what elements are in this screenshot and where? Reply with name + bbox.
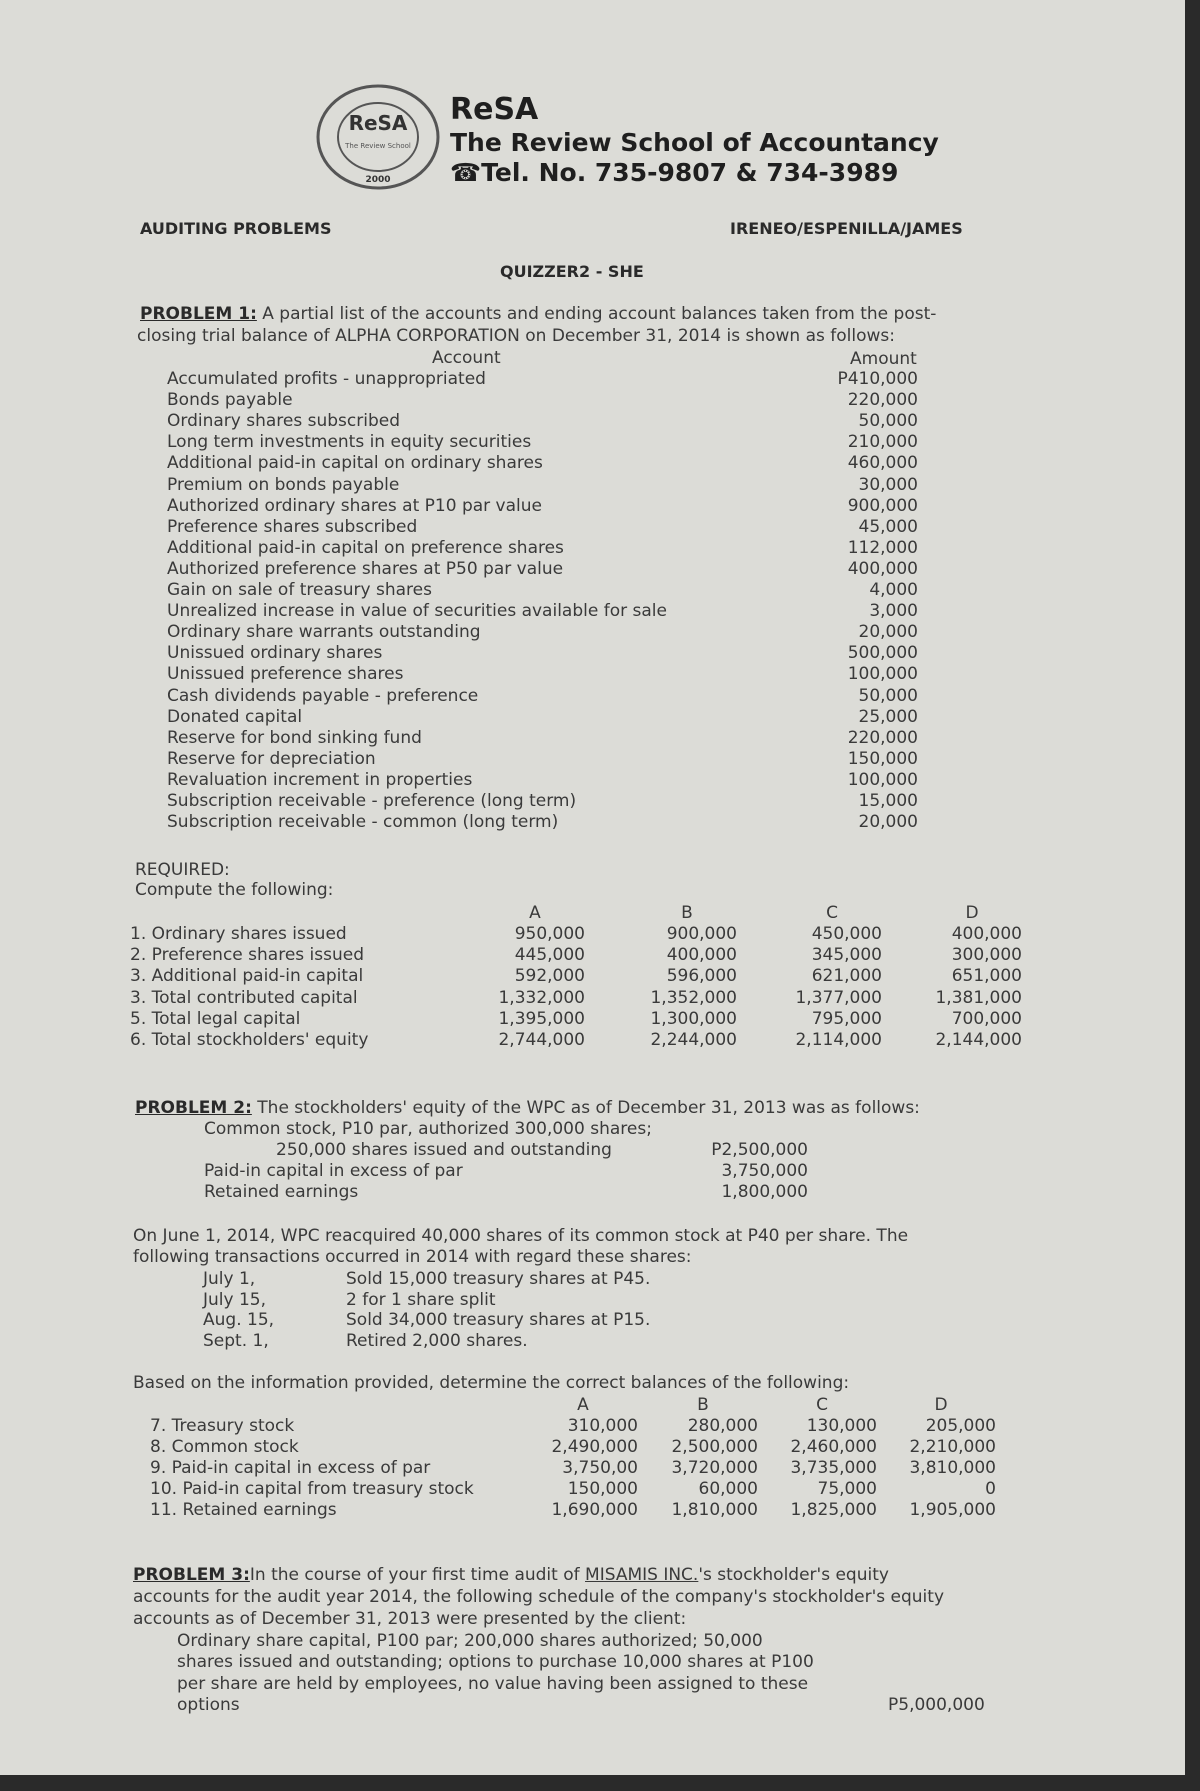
choice-value: 310,000 xyxy=(567,1416,638,1436)
choice-value: 1,825,000 xyxy=(790,1500,877,1520)
account-amount: 900,000 xyxy=(847,495,918,516)
question-label: 10. Paid-in capital from treasury stock xyxy=(150,1479,474,1499)
choice-value: 3,735,000 xyxy=(790,1458,877,1478)
choice-value: 400,000 xyxy=(666,945,737,966)
account-amount: 50,000 xyxy=(858,685,918,706)
col-account-header: Account xyxy=(432,348,501,368)
choice-value: 950,000 xyxy=(514,924,585,944)
choice-value: 205,000 xyxy=(925,1416,996,1436)
account-amount: 100,000 xyxy=(847,769,918,790)
account-name: Additional paid-in capital on preference shares xyxy=(167,537,564,558)
choice-header: C xyxy=(816,1395,828,1415)
problem1-intro: PROBLEM 1: A partial list of the accounts and ending account balances taken from the post- xyxy=(140,304,937,324)
account-amount: 210,000 xyxy=(847,432,918,453)
problem3-intro: PROBLEM 3:In the course of your first time audit of MISAMIS INC.'s stockholder's equity xyxy=(133,1565,889,1585)
account-amount: 400,000 xyxy=(847,558,918,579)
account-amount: 25,000 xyxy=(858,706,918,727)
choice-value: 2,490,000 xyxy=(551,1437,638,1457)
account-amount: 15,000 xyxy=(858,791,918,811)
account-name: Additional paid-in capital on ordinary shares xyxy=(167,453,543,474)
account-name: Unrealized increase in value of securities available for sale xyxy=(167,601,667,622)
account-name: Bonds payable xyxy=(167,390,293,411)
equity-line: Common stock, P10 par, authorized 300,000 shares; xyxy=(204,1119,652,1139)
schedule-line: options xyxy=(177,1694,240,1715)
account-name: Long term investments in equity securities xyxy=(167,432,532,453)
question-label: 6. Total stockholders' equity xyxy=(130,1030,369,1050)
account-name: Authorized ordinary shares at P10 par value xyxy=(167,495,542,516)
account-amount: 220,000 xyxy=(847,727,918,748)
account-amount: P410,000 xyxy=(837,369,918,389)
transaction-desc: 2 for 1 share split xyxy=(346,1289,496,1310)
account-amount: 20,000 xyxy=(858,812,918,833)
problem2-para-1: On June 1, 2014, WPC reacquired 40,000 shares of its common stock at P40 per share. The xyxy=(133,1226,909,1246)
choice-value: 75,000 xyxy=(817,1479,877,1499)
choice-header: C xyxy=(826,903,838,923)
choice-value: 1,352,000 xyxy=(650,987,737,1008)
problem1-label: PROBLEM 1: xyxy=(140,304,257,324)
problem3-label: PROBLEM 3: xyxy=(133,1565,250,1585)
phone-icon: ☎ xyxy=(450,158,482,187)
account-amount: 4,000 xyxy=(869,580,918,600)
account-amount: 220,000 xyxy=(847,390,918,411)
account-name: Ordinary shares subscribed xyxy=(167,411,400,432)
account-amount: 30,000 xyxy=(858,474,918,495)
question-label: 2. Preference shares issued xyxy=(130,945,364,966)
choice-value: 0 xyxy=(985,1479,996,1499)
transaction-desc: Sold 34,000 treasury shares at P15. xyxy=(346,1310,651,1330)
transaction-desc: Retired 2,000 shares. xyxy=(346,1330,528,1351)
account-name: Unissued ordinary shares xyxy=(167,643,383,664)
question-label: 5. Total legal capital xyxy=(130,1008,301,1029)
problem2-intro: PROBLEM 2: The stockholders' equity of the WPC as of December 31, 2013 was as follows: xyxy=(135,1098,920,1118)
subject-title: AUDITING PROBLEMS xyxy=(140,219,332,238)
compute-label: Compute the following: xyxy=(135,880,334,900)
choice-value: 150,000 xyxy=(567,1479,638,1499)
account-name: Unissued preference shares xyxy=(167,664,404,685)
account-name: Cash dividends payable - preference xyxy=(167,685,479,706)
account-name: Revaluation increment in properties xyxy=(167,769,473,790)
transaction-date: July 15, xyxy=(203,1289,267,1310)
brand-name: ReSA xyxy=(450,92,539,127)
problem1-intro-2: closing trial balance of ALPHA CORPORATION on December 31, 2014 is shown as follows: xyxy=(137,326,896,346)
choice-value: 1,905,000 xyxy=(909,1500,996,1520)
svg-text:2000: 2000 xyxy=(365,175,391,185)
choice-value: 1,300,000 xyxy=(650,1008,737,1029)
choice-value: 2,244,000 xyxy=(650,1030,737,1050)
phone-line: ☎Tel. No. 735-9807 & 734-3989 xyxy=(450,158,899,187)
account-amount: 112,000 xyxy=(847,537,918,558)
choice-value: 1,690,000 xyxy=(551,1500,638,1520)
choice-value: 130,000 xyxy=(806,1416,877,1436)
choice-value: 1,810,000 xyxy=(671,1500,758,1520)
transaction-desc: Sold 15,000 treasury shares at P45. xyxy=(346,1269,651,1289)
account-name: Donated capital xyxy=(167,706,303,727)
schedule-line: Ordinary share capital, P100 par; 200,000 shares authorized; 50,000 xyxy=(177,1631,763,1651)
choice-value: 280,000 xyxy=(687,1416,758,1436)
equity-amount: P2,500,000 xyxy=(711,1140,808,1160)
account-amount: 150,000 xyxy=(847,748,918,769)
equity-line: 250,000 shares issued and outstanding xyxy=(276,1140,612,1160)
choice-value: 900,000 xyxy=(666,924,737,944)
choice-header: B xyxy=(681,903,693,923)
choice-value: 596,000 xyxy=(666,966,737,987)
choice-header: D xyxy=(934,1395,948,1415)
choice-value: 1,332,000 xyxy=(498,987,585,1008)
quiz-title: QUIZZER2 - SHE xyxy=(500,262,644,281)
account-amount: 100,000 xyxy=(847,664,918,685)
choice-value: 621,000 xyxy=(811,966,882,987)
transaction-date: July 1, xyxy=(203,1269,256,1289)
account-amount: 500,000 xyxy=(847,643,918,664)
choice-value: 1,381,000 xyxy=(935,987,1022,1008)
choice-value: 2,114,000 xyxy=(795,1030,882,1050)
equity-amount: 1,800,000 xyxy=(721,1182,808,1202)
schedule-line: per share are held by employees, no value having been assigned to these xyxy=(177,1673,809,1694)
choice-value: 700,000 xyxy=(951,1008,1022,1029)
choice-header: B xyxy=(697,1395,709,1415)
col-amount-header: Amount xyxy=(850,349,917,369)
account-amount: 20,000 xyxy=(858,622,918,643)
account-amount: 460,000 xyxy=(847,453,918,474)
choice-value: 445,000 xyxy=(514,945,585,966)
choice-value: 2,500,000 xyxy=(671,1437,758,1457)
required-label: REQUIRED: xyxy=(135,860,230,880)
question-label: 8. Common stock xyxy=(150,1437,299,1457)
question-label: 3. Additional paid-in capital xyxy=(130,966,364,987)
account-name: Subscription receivable - common (long term) xyxy=(167,812,559,833)
problem2-label: PROBLEM 2: xyxy=(135,1098,252,1118)
resa-logo xyxy=(313,82,443,192)
choice-value: 3,810,000 xyxy=(909,1458,996,1478)
choice-value: 592,000 xyxy=(514,966,585,987)
choice-value: 2,744,000 xyxy=(498,1030,585,1050)
logo-text: ReSA xyxy=(348,111,408,135)
choice-value: 345,000 xyxy=(811,945,882,966)
account-name: Gain on sale of treasury shares xyxy=(167,580,432,600)
svg-text:The Review School: The Review School xyxy=(345,142,411,150)
choice-value: 2,210,000 xyxy=(909,1437,996,1457)
choice-value: 651,000 xyxy=(951,966,1022,987)
account-amount: 45,000 xyxy=(858,516,918,537)
choice-value: 450,000 xyxy=(811,924,882,944)
schedule-line: shares issued and outstanding; options to purchase 10,000 shares at P100 xyxy=(177,1652,814,1673)
choice-value: 795,000 xyxy=(811,1008,882,1029)
choice-value: 400,000 xyxy=(951,924,1022,944)
school-name: The Review School of Accountancy xyxy=(450,128,939,157)
problem2-para-2: following transactions occurred in 2014 with regard these shares: xyxy=(133,1247,692,1267)
choice-value: 2,144,000 xyxy=(935,1030,1022,1050)
choice-value: 1,377,000 xyxy=(795,987,882,1008)
choice-value: 60,000 xyxy=(698,1479,758,1499)
transaction-date: Sept. 1, xyxy=(203,1330,269,1351)
account-name: Preference shares subscribed xyxy=(167,516,418,537)
equity-line: Retained earnings xyxy=(204,1182,359,1202)
account-name: Subscription receivable - preference (long term) xyxy=(167,791,577,811)
choice-header: A xyxy=(577,1395,589,1415)
problem3-amount: P5,000,000 xyxy=(888,1695,985,1715)
account-name: Reserve for depreciation xyxy=(167,748,376,769)
equity-line: Paid-in capital in excess of par xyxy=(204,1161,463,1181)
question-label: 9. Paid-in capital in excess of par xyxy=(150,1458,431,1478)
account-name: Ordinary share warrants outstanding xyxy=(167,622,481,643)
choice-header: A xyxy=(529,903,541,923)
transaction-date: Aug. 15, xyxy=(203,1310,275,1330)
account-amount: 50,000 xyxy=(858,411,918,432)
problem2-based: Based on the information provided, determine the correct balances of the following: xyxy=(133,1373,850,1393)
account-name: Accumulated profits - unappropriated xyxy=(167,369,486,389)
account-amount: 3,000 xyxy=(869,601,918,622)
authors: IRENEO/ESPENILLA/JAMES xyxy=(730,219,963,238)
choice-value: 1,395,000 xyxy=(498,1008,585,1029)
choice-value: 2,460,000 xyxy=(790,1437,877,1457)
problem3-line3: accounts as of December 31, 2013 were presented by the client: xyxy=(133,1609,687,1629)
choice-value: 3,750,00 xyxy=(562,1458,638,1478)
choice-header: D xyxy=(965,903,979,923)
equity-amount: 3,750,000 xyxy=(721,1161,808,1181)
problem3-line2: accounts for the audit year 2014, the following schedule of the company's stockholder's equity xyxy=(133,1587,945,1607)
account-name: Authorized preference shares at P50 par value xyxy=(167,558,564,579)
question-label: 3. Total contributed capital xyxy=(130,987,358,1008)
account-name: Reserve for bond sinking fund xyxy=(167,727,422,748)
question-label: 7. Treasury stock xyxy=(150,1416,295,1436)
question-label: 11. Retained earnings xyxy=(150,1500,337,1520)
choice-value: 3,720,000 xyxy=(671,1458,758,1478)
account-name: Premium on bonds payable xyxy=(167,474,400,495)
question-label: 1. Ordinary shares issued xyxy=(130,924,347,944)
choice-value: 300,000 xyxy=(951,945,1022,966)
